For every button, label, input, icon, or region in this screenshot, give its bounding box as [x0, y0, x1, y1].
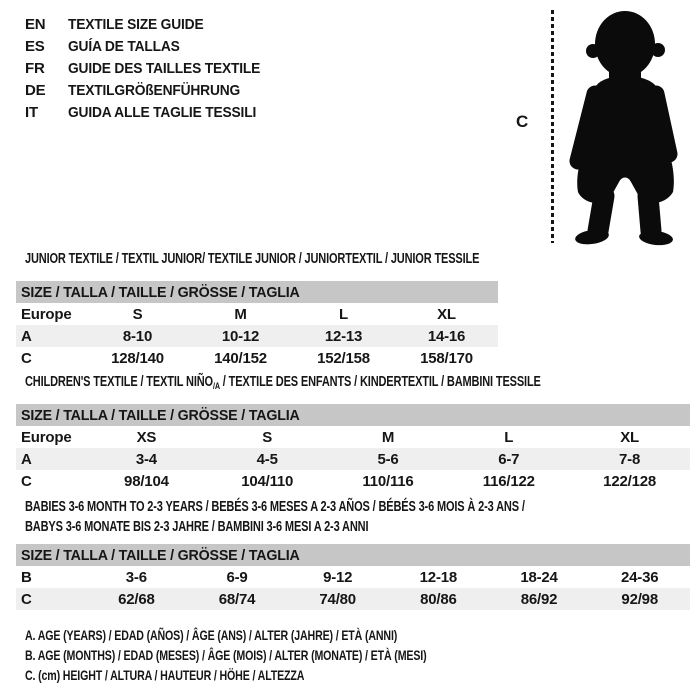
age-cell: 6-9 [226, 568, 248, 586]
size-header-bar [16, 281, 498, 303]
row-label: B [21, 568, 32, 586]
legend-footnotes [25, 627, 553, 687]
height-measure-dashed-line [551, 10, 554, 243]
babies-table-title-line1-text: BABIES 3-6 MONTH TO 2-3 YEARS / BEBÉS 3-6 MESES A 2-3 AÑOS / BÉBÉS 3-6 MOIS À 2-3 ANS / [25, 499, 525, 515]
height-cell: 80/86 [420, 590, 457, 608]
row-label: Europe [21, 428, 72, 446]
height-cell: 92/98 [621, 590, 658, 608]
size-cell: M [381, 428, 395, 446]
footnote-age-years [25, 627, 553, 647]
size-cell: XS [136, 428, 157, 446]
age-cell: 8-10 [122, 327, 153, 345]
row-label: C [21, 472, 32, 490]
guide-title-fr: GUIDE DES TAILLES TEXTILE [68, 59, 261, 77]
age-cell: 9-12 [323, 568, 353, 586]
age-cell: 5-6 [377, 450, 399, 468]
age-cell: 24-36 [621, 568, 659, 586]
height-measure-label: C [516, 112, 529, 131]
footnote-height-cm-text: C. (cm) HEIGHT / ALTURA / HAUTEUR / HÖHE / ALTEZZA [25, 667, 305, 683]
age-cell: 7-8 [619, 450, 641, 468]
height-cell: 86/92 [520, 590, 558, 608]
language-code: EN [25, 15, 46, 33]
table-row-age-years [16, 325, 498, 347]
height-cell: 122/128 [603, 472, 656, 490]
size-header-bar [16, 404, 690, 426]
row-label: Europe [21, 305, 72, 323]
height-cell: 74/80 [319, 590, 356, 608]
row-label: A [21, 327, 32, 345]
table-row-age-months [16, 566, 690, 588]
height-cell: 62/68 [118, 590, 155, 608]
row-label: C [21, 590, 32, 608]
table-row-europe [16, 303, 498, 325]
language-row-en [25, 13, 277, 35]
size-cell: M [234, 305, 247, 323]
age-cell: 4-5 [256, 450, 278, 468]
age-cell: 10-12 [221, 327, 260, 345]
size-cell: XL [620, 428, 639, 446]
table-row-europe [16, 426, 690, 448]
language-row-de [25, 79, 277, 101]
size-cell: S [132, 305, 143, 323]
age-cell: 12-13 [324, 327, 363, 345]
junior-table-title [25, 251, 623, 267]
table-row-age-years [16, 448, 690, 470]
size-cell: XL [437, 305, 456, 323]
age-cell: 3-4 [135, 450, 157, 468]
size-cell: L [504, 428, 514, 446]
table-row-height-cm [16, 470, 690, 492]
guide-title-de: TEXTILGRÖßENFÜHRUNG [68, 81, 241, 99]
age-cell: 6-7 [498, 450, 520, 468]
age-cell: 14-16 [427, 327, 466, 345]
footnote-age-years-text: A. AGE (YEARS) / EDAD (AÑOS) / ÂGE (ANS) / ALTER (JAHRE) / ETÀ (ANNI) [25, 627, 398, 643]
junior-table-title-text: JUNIOR TEXTILE / TEXTIL JUNIOR/ TEXTILE JUNIOR / JUNIORTEXTIL / JUNIOR TESSILE [25, 251, 480, 267]
children-table-title-text [25, 374, 541, 392]
size-header-bar [16, 544, 690, 566]
row-label: A [21, 450, 32, 468]
language-code: FR [25, 59, 45, 77]
size-cell: S [262, 428, 273, 446]
footnote-age-months [25, 647, 553, 667]
junior-size-table [16, 281, 498, 369]
language-row-fr [25, 57, 277, 79]
height-cell: 98/104 [124, 472, 169, 490]
height-cell: 140/152 [214, 349, 267, 367]
language-code: ES [25, 37, 45, 55]
height-cell: 110/116 [362, 472, 414, 490]
language-row-es [25, 35, 277, 57]
size-header-label: SIZE / TALLA / TAILLE / GRÖSSE / TAGLIA [21, 406, 300, 424]
babies-size-table [16, 544, 690, 610]
age-cell: 18-24 [520, 568, 558, 586]
size-header-label: SIZE / TALLA / TAILLE / GRÖSSE / TAGLIA [21, 283, 300, 301]
height-cell: 128/140 [111, 349, 164, 367]
guide-title-en: TEXTILE SIZE GUIDE [68, 15, 204, 33]
height-cell: 116/122 [482, 472, 535, 490]
table-row-height-cm [16, 347, 498, 369]
guide-title-es: GUÍA DE TALLAS [68, 37, 180, 55]
children-title-sub: /A [212, 381, 220, 392]
language-code: DE [25, 81, 46, 99]
guide-title-it: GUIDA ALLE TAGLIE TESSILI [68, 103, 257, 121]
children-title-pre: CHILDREN'S TEXTILE / TEXTIL NIÑO [25, 374, 213, 390]
row-label: C [21, 349, 32, 367]
size-cell: L [339, 305, 348, 323]
language-row-it [25, 101, 277, 123]
children-table-title [25, 374, 700, 390]
height-cell: 104/110 [241, 472, 294, 490]
table-row-height-cm [16, 588, 690, 610]
height-cell: 158/170 [420, 349, 473, 367]
language-title-list [25, 13, 277, 123]
height-cell: 152/158 [317, 349, 370, 367]
children-size-table [16, 404, 690, 492]
height-cell: 68/74 [218, 590, 256, 608]
age-cell: 12-18 [419, 568, 458, 586]
babies-table-title-line2 [25, 519, 477, 535]
footnote-height-cm [25, 667, 553, 687]
size-header-label: SIZE / TALLA / TAILLE / GRÖSSE / TAGLIA [21, 546, 300, 564]
language-code: IT [25, 103, 38, 121]
children-title-post: / TEXTILE DES ENFANTS / KINDERTEXTIL / BAMBINI TESSILE [219, 374, 541, 390]
babies-table-title-line2-text: BABYS 3-6 MONATE BIS 2-3 JAHRE / BAMBINI 3-6 MESI A 2-3 ANNI [25, 519, 369, 535]
footnote-age-months-text: B. AGE (MONTHS) / EDAD (MESES) / ÂGE (MOIS) / ALTER (MONATE) / ETÀ (MESI) [25, 647, 427, 663]
toddler-silhouette-icon [558, 6, 696, 246]
age-cell: 3-6 [125, 568, 147, 586]
babies-table-title-line1 [25, 499, 683, 515]
